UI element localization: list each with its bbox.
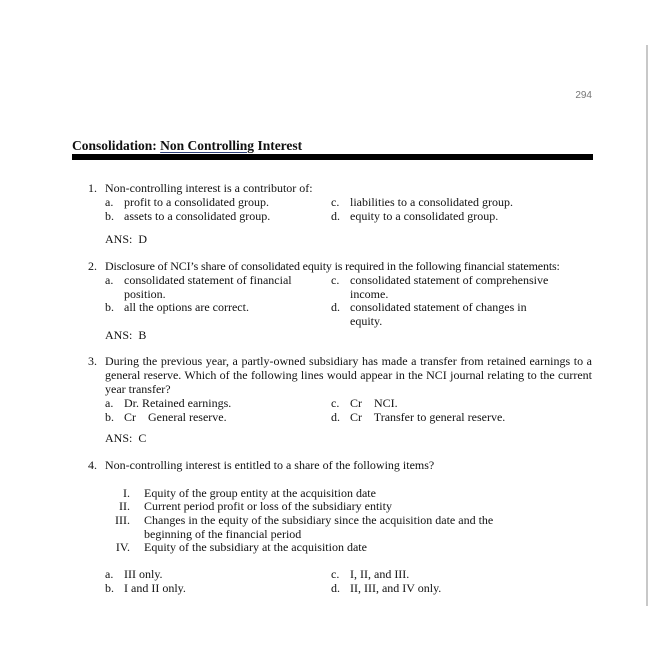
page-edge-divider — [646, 45, 648, 606]
option-letter: d. — [331, 581, 340, 595]
option-text: II, III, and IV only. — [350, 581, 442, 595]
roman-item-text: Equity of the subsidiary at the acquisition date — [144, 540, 367, 554]
option-letter: d. — [331, 300, 340, 314]
roman-numeral: II. — [119, 499, 130, 513]
option-letter: a. — [105, 195, 114, 209]
roman-numeral: I. — [123, 486, 130, 500]
answer-key: ANS: C — [105, 431, 147, 445]
option-letter: b. — [105, 410, 114, 424]
option-letter: b. — [105, 581, 114, 595]
option-letter: c. — [331, 567, 340, 581]
question-text: Disclosure of NCI’s share of consolidated equity is required in the following financial statements: — [105, 259, 560, 273]
option-text: Dr. Retained earnings. — [124, 396, 232, 410]
option-letter: c. — [331, 396, 340, 410]
option-text: profit to a consolidated group. — [124, 195, 269, 209]
answer-key: ANS: D — [105, 232, 148, 246]
option-text: equity to a consolidated group. — [350, 209, 499, 223]
question-text: During the previous year, a partly-owned subsidiary has made a transfer from retained earnings to a general reserve. Which of the following lines would appear in the NCI journal relating to the current year transfer? — [105, 354, 592, 396]
option-letter: d. — [331, 209, 340, 223]
option-text: I and II only. — [124, 581, 186, 595]
option-text: Cr General reserve. — [124, 410, 227, 424]
heading-underlined: Non Controlling — [160, 138, 255, 153]
option-letter: c. — [331, 195, 340, 209]
question-number: 2. — [88, 259, 97, 273]
option-text: Cr Transfer to general reserve. — [350, 410, 506, 424]
roman-item-text: Current period profit or loss of the subsidiary entity — [144, 499, 392, 513]
option-letter: a. — [105, 396, 114, 410]
option-text: all the options are correct. — [124, 300, 249, 314]
option-letter: c. — [331, 273, 340, 287]
answer-key: ANS: B — [105, 328, 147, 342]
page-number: 294 — [575, 90, 592, 101]
question-number: 1. — [88, 181, 97, 195]
question-text: Non-controlling interest is a contributor of: — [105, 181, 313, 195]
option-text: III only. — [124, 567, 163, 581]
option-letter: a. — [105, 273, 114, 287]
roman-item-text: Changes in the equity of the subsidiary since the acquisition date and the beginning of the financial period — [144, 513, 494, 541]
option-text: consolidated statement of changes in equity. — [350, 300, 527, 328]
heading-rule — [72, 154, 593, 160]
option-letter: b. — [105, 300, 114, 314]
option-text: liabilities to a consolidated group. — [350, 195, 513, 209]
heading-prefix: Consolidation: — [72, 138, 161, 153]
option-text: assets to a consolidated group. — [124, 209, 271, 223]
roman-item-text: Equity of the group entity at the acquisition date — [144, 486, 376, 500]
roman-numeral: IV. — [115, 540, 130, 554]
question-text: Non-controlling interest is entitled to a share of the following items? — [105, 458, 435, 472]
question-number: 4. — [88, 458, 97, 472]
section-heading — [72, 138, 302, 154]
option-text: consolidated statement of financial position. — [124, 273, 292, 301]
heading-suffix: Interest — [254, 138, 303, 153]
option-text: I, II, and III. — [350, 567, 410, 581]
question-number: 3. — [88, 354, 97, 368]
option-text: consolidated statement of comprehensive income. — [350, 273, 549, 301]
option-letter: b. — [105, 209, 114, 223]
roman-numeral: III. — [115, 513, 130, 527]
option-letter: d. — [331, 410, 340, 424]
option-letter: a. — [105, 567, 114, 581]
option-text: Cr NCI. — [350, 396, 398, 410]
